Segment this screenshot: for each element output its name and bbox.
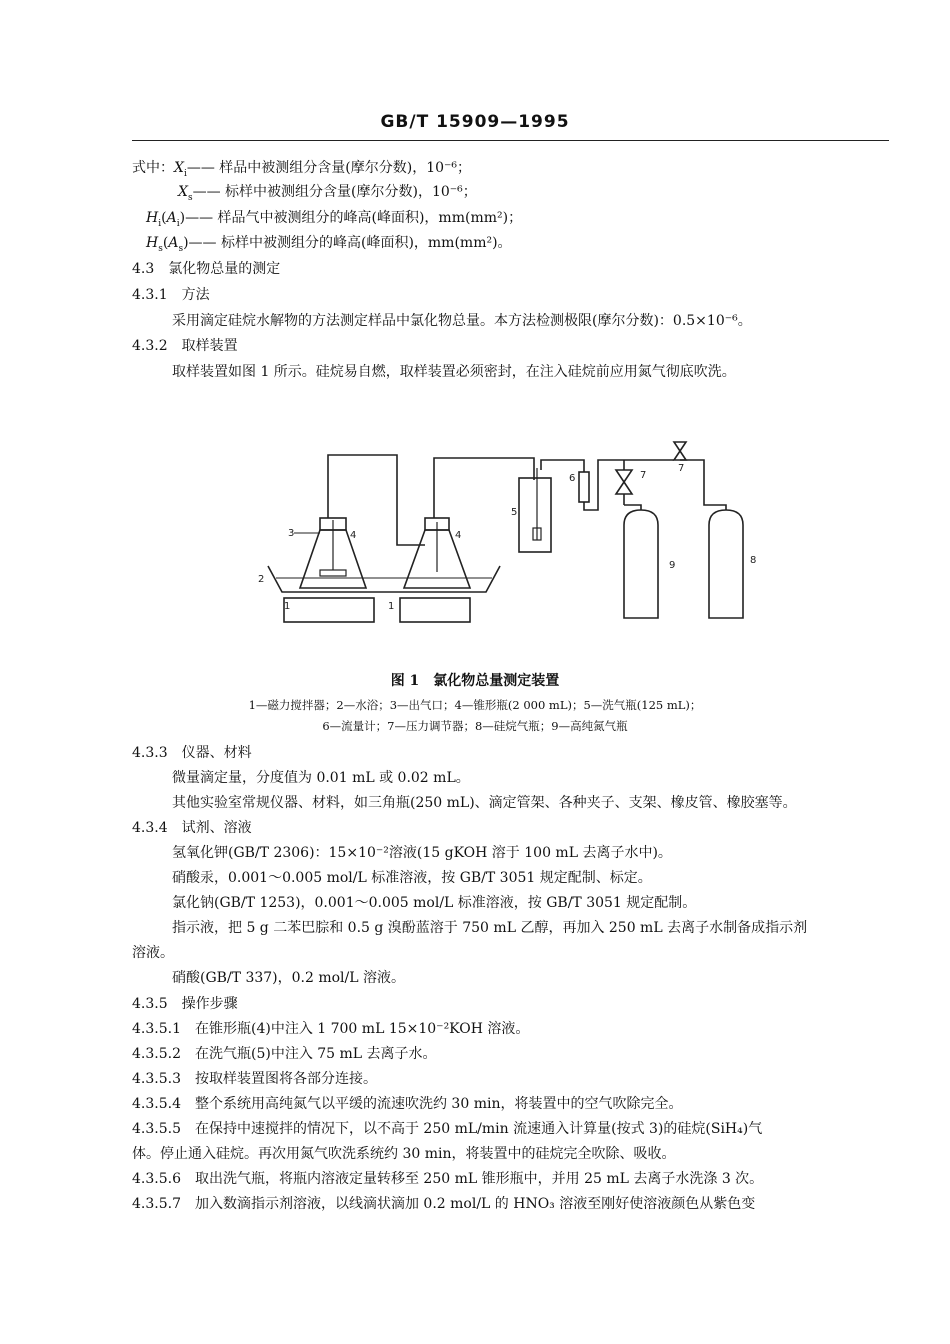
section-4-3-3-line-1: 微量滴定量，分度值为 0.01 mL 或 0.02 mL。	[172, 770, 470, 786]
step-line: 4.3.5.7 加入数滴指示剂溶液，以线滴状滴加 0.2 mol/L 的 HNO₃ 溶液至刚好使溶液颜色从紫色变	[132, 1196, 756, 1212]
svg-text:7: 7	[640, 470, 647, 481]
silane-cylinder	[709, 510, 743, 618]
svg-text:5: 5	[511, 507, 518, 518]
flow-meter	[579, 472, 589, 502]
section-4-3-heading: 4.3 氯化物总量的测定	[132, 261, 281, 277]
tube-flask-link	[328, 455, 425, 545]
reagent-line: 硝酸汞，0.001～0.005 mol/L 标准溶液，按 GB/T 3051 规定配制、标定。	[172, 870, 652, 886]
step-line: 4.3.5.5 在保持中速搅拌的情况下，以不高于 250 mL/min 流速通入计算量(按式 3)的硅烷(SiH₄)气	[132, 1121, 763, 1137]
magnetic-stirrer-right	[400, 598, 470, 622]
section-4-3-2-body: 取样装置如图 1 所示。硅烷易自燃，取样装置必须密封，在注入硅烷前应用氮气彻底吹洗。	[172, 364, 736, 380]
formula-def-hs: $H_s(A_s)——$ 标样中被测组分的峰高(峰面积)，mm(mm²)。	[146, 235, 512, 254]
section-4-3-1-heading: 4.3.1 方法	[132, 287, 210, 303]
svg-text:4: 4	[350, 530, 357, 541]
pressure-regulator-left	[616, 470, 632, 482]
step-line: 4.3.5.4 整个系统用高纯氮气以平缓的流速吹洗约 30 min，将装置中的空气吹除完全。	[132, 1096, 683, 1112]
svg-text:2: 2	[258, 574, 265, 585]
section-4-3-2-heading: 4.3.2 取样装置	[132, 338, 238, 354]
section-4-3-3-line-2: 其他实验室常规仪器、材料，如三角瓶(250 mL)、滴定管架、各种夹子、支架、橡皮管、橡胶塞等。	[172, 795, 797, 811]
reagent-line: 氢氧化钾(GB/T 2306)：15×10⁻²溶液(15 gKOH 溶于 100 mL 去离子水中)。	[172, 845, 672, 861]
reagent-line: 指示液，把 5 g 二苯巴腙和 0.5 g 溴酚蓝溶于 750 mL 乙醇，再加入 250 mL 去离子水制备成指示剂	[172, 920, 808, 936]
reagent-line: 硝酸(GB/T 337)，0.2 mol/L 溶液。	[172, 970, 405, 986]
section-4-3-3-heading: 4.3.3 仪器、材料	[132, 745, 252, 761]
formula-def-xi: 式中：$X_i——$ 样品中被测组分含量(摩尔分数)，10⁻⁶；	[132, 160, 472, 179]
svg-text:6: 6	[569, 473, 576, 484]
section-4-3-1-body: 采用滴定硅烷水解物的方法测定样品中氯化物总量。本方法检测极限(摩尔分数)：0.5×10⁻⁶。	[172, 313, 752, 329]
washing-bottle	[519, 478, 551, 552]
svg-text:8: 8	[750, 555, 757, 566]
formula-def-xs: $X_s——$ 标样中被测组分含量(摩尔分数)，10⁻⁶；	[178, 184, 477, 203]
reagent-line: 氯化钠(GB/T 1253)，0.001～0.005 mol/L 标准溶液，按 GB/T 3051 规定配制。	[172, 895, 697, 911]
svg-text:4: 4	[455, 530, 462, 541]
svg-text:1: 1	[284, 601, 291, 612]
nitrogen-cylinder	[624, 510, 658, 618]
section-4-3-4-heading: 4.3.4 试剂、溶液	[132, 820, 252, 836]
figure-caption: 图 1 氯化物总量测定装置	[390, 673, 560, 689]
step-line: 4.3.5.6 取出洗气瓶，将瓶内溶液定量转移至 250 mL 锥形瓶中，并用 25 mL 去离子水洗涤 3 次。	[132, 1171, 764, 1187]
figure-legend-line-1: 1—磁力搅拌器；2—水浴；3—出气口；4—锥形瓶(2 000 mL)；5—洗气瓶(125 mL)；	[248, 698, 702, 712]
magnetic-stirrer-left	[284, 598, 374, 622]
step-line: 4.3.5.3 按取样装置图将各部分连接。	[132, 1071, 377, 1087]
svg-text:7: 7	[678, 463, 685, 474]
svg-text:3: 3	[288, 528, 295, 539]
step-line: 4.3.5.1 在锥形瓶(4)中注入 1 700 mL 15×10⁻²KOH 溶液。	[132, 1021, 530, 1037]
standard-code: GB/T 15909—1995	[380, 112, 570, 132]
step-line: 4.3.5.2 在洗气瓶(5)中注入 75 mL 去离子水。	[132, 1046, 437, 1062]
formula-def-hi: $H_i(A_i)——$ 样品气中被测组分的峰高(峰面积)，mm(mm²)；	[146, 210, 523, 229]
reagent-line: 溶液。	[132, 945, 174, 961]
svg-text:9: 9	[669, 560, 676, 571]
section-4-3-5-heading: 4.3.5 操作步骤	[132, 996, 238, 1012]
figure-legend-line-2: 6—流量计；7—压力调节器；8—硅烷气瓶；9—高纯氮气瓶	[322, 719, 628, 733]
svg-text:1: 1	[388, 601, 395, 612]
step-line-continuation: 体。停止通入硅烷。再次用氮气吹洗系统约 30 min，将装置中的硅烷完全吹除、吸收。	[132, 1146, 676, 1162]
